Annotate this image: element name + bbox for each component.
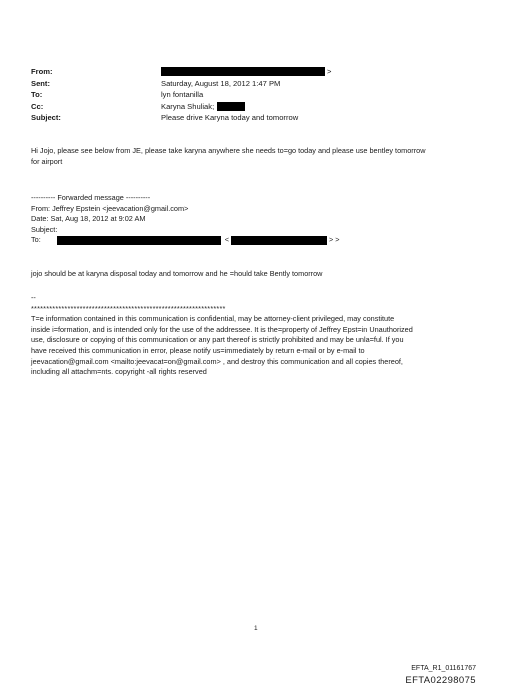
forwarded-subject: Subject:	[31, 224, 58, 234]
forwarded-date: Date: Sat, Aug 18, 2012 at 9:02 AM	[31, 214, 146, 224]
footer-line: including all attachm=nts. copyright -all rights reserved	[31, 367, 207, 377]
sent-value: Saturday, August 18, 2012 1:47 PM	[161, 78, 281, 88]
forwarded-to-end: > >	[329, 235, 340, 245]
footer-line: T=e information contained in this communication is confidential, may be attorney-client privileged, may constitute	[31, 314, 395, 324]
forwarded-message	[31, 193, 340, 246]
footer-line: inside i=formation, and is intended only for the use of the addressee. It is the=property of Jeffrey Epst=in Unauthorized	[31, 324, 413, 334]
forwarded-banner: ---------- Forwarded message ----------	[31, 193, 151, 202]
confidentiality-footer	[31, 293, 413, 378]
footer-line: jeevacation@gmail.com <mailto:jeevacat=on@gmail.com> , and destroy this communication and all copies thereof,	[31, 356, 403, 366]
to-value: lyn fontanilla	[161, 90, 204, 100]
email-header	[31, 66, 331, 124]
to-label: To:	[31, 90, 43, 100]
subject-label: Subject:	[31, 113, 61, 123]
sent-row	[31, 78, 331, 90]
footer-dashes: --	[31, 293, 36, 302]
message-line: for airport	[31, 156, 63, 166]
cc-value	[161, 101, 245, 113]
redaction-block	[57, 236, 221, 245]
bates-number-primary: EFTA_R1_01161767	[411, 665, 476, 672]
cc-name: Karyna Shuliak;	[161, 101, 215, 111]
from-suffix: >	[327, 67, 332, 76]
cc-row	[31, 101, 331, 113]
forwarded-body	[31, 269, 322, 280]
from-value	[161, 66, 331, 78]
sent-label: Sent:	[31, 78, 50, 88]
forwarded-to	[31, 235, 340, 246]
forwarded-from-text: From: Jeffrey Epstein <jeevacation@gmail.com>	[31, 203, 189, 213]
redaction-block	[231, 236, 327, 245]
footer-line: have received this communication in error, please notify us=immediately by return e-mail or by e-mail to	[31, 345, 365, 355]
page-number: 1	[254, 625, 258, 632]
message-body	[31, 146, 425, 167]
subject-row	[31, 112, 331, 124]
to-row	[31, 89, 331, 101]
forwarded-body-line: jojo should be at karyna disposal today and tomorrow and he =hould take Bently tomorrow	[31, 269, 323, 278]
bates-number-secondary: EFTA02298075	[405, 675, 476, 686]
subject-value: Please drive Karyna today and tomorrow	[161, 113, 299, 123]
forwarded-to-label: To:	[31, 235, 41, 245]
footer-stars: ****************************************************************	[31, 303, 226, 313]
cc-label: Cc:	[31, 101, 44, 111]
from-row	[31, 66, 331, 78]
footer-line: use, disclosure or copying of this communication or any part thereof is strictly prohibited and may be unla=ful. If you	[31, 335, 404, 345]
forwarded-to-mid: <	[224, 235, 229, 245]
forwarded-from	[31, 204, 340, 215]
redaction-block	[161, 67, 325, 76]
from-label: From:	[31, 67, 53, 76]
message-line: Hi Jojo, please see below from JE, please take karyna anywhere she needs to=go today and please use bentley tomorrow	[31, 146, 426, 155]
redaction-block	[217, 102, 245, 111]
